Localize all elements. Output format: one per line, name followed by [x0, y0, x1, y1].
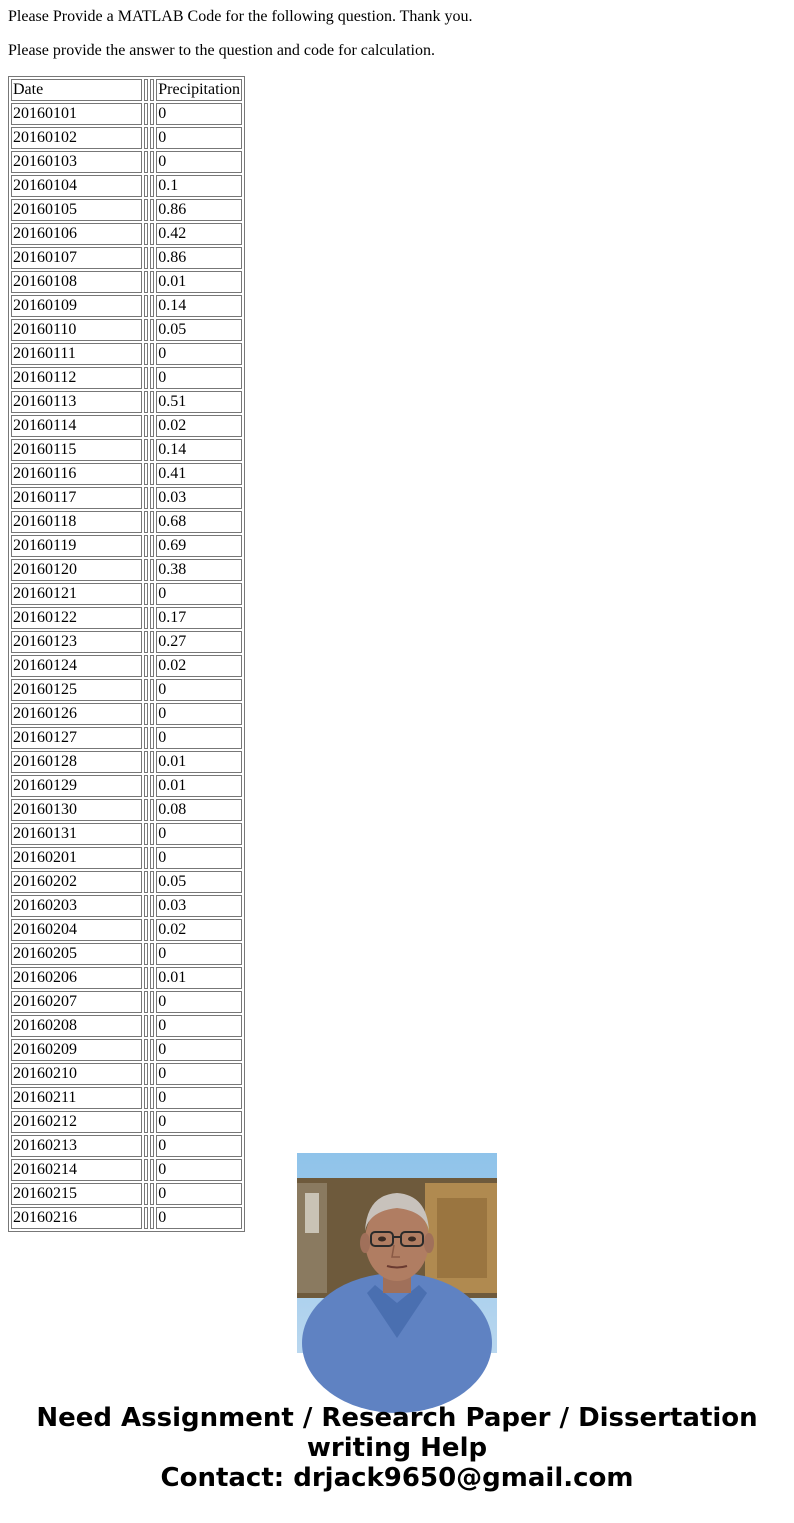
spacer-cell [144, 607, 148, 629]
spacer-cell [150, 919, 154, 941]
precipitation-cell: 0 [156, 1159, 242, 1181]
table-row [11, 559, 242, 581]
spacer-cell [144, 79, 148, 101]
precipitation-cell: 0.08 [156, 799, 242, 821]
date-cell: 20160109 [11, 295, 142, 317]
table-row [11, 415, 242, 437]
author-photo-image [297, 1153, 497, 1353]
spacer-cell [150, 343, 154, 365]
spacer-cell [144, 175, 148, 197]
precipitation-cell: 0.51 [156, 391, 242, 413]
spacer-cell [144, 943, 148, 965]
spacer-cell [150, 1039, 154, 1061]
spacer-cell [144, 895, 148, 917]
table-row [11, 103, 242, 125]
spacer-cell [150, 1087, 154, 1109]
spacer-cell [144, 271, 148, 293]
spacer-cell [150, 751, 154, 773]
spacer-cell [150, 1015, 154, 1037]
table-row [11, 727, 242, 749]
precipitation-cell: 0.01 [156, 751, 242, 773]
precipitation-cell: 0.03 [156, 895, 242, 917]
precipitation-cell: 0 [156, 343, 242, 365]
date-cell: 20160113 [11, 391, 142, 413]
spacer-cell [150, 175, 154, 197]
precipitation-cell: 0 [156, 1087, 242, 1109]
date-cell: 20160112 [11, 367, 142, 389]
table-row [11, 991, 242, 1013]
precipitation-cell: 0.38 [156, 559, 242, 581]
spacer-cell [150, 967, 154, 989]
precipitation-cell: 0.69 [156, 535, 242, 557]
precipitation-cell: 0 [156, 1015, 242, 1037]
spacer-cell [144, 967, 148, 989]
date-cell: 20160204 [11, 919, 142, 941]
table-row [11, 631, 242, 653]
spacer-cell [150, 247, 154, 269]
table-row [11, 583, 242, 605]
spacer-cell [150, 895, 154, 917]
spacer-cell [150, 415, 154, 437]
precipitation-cell: 0 [156, 1039, 242, 1061]
spacer-cell [144, 1087, 148, 1109]
spacer-cell [144, 775, 148, 797]
spacer-cell [150, 1063, 154, 1085]
table-row [11, 823, 242, 845]
date-cell: 20160202 [11, 871, 142, 893]
precipitation-cell: 0 [156, 367, 242, 389]
spacer-cell [150, 199, 154, 221]
spacer-cell [144, 415, 148, 437]
date-cell: 20160205 [11, 943, 142, 965]
spacer-cell [144, 679, 148, 701]
spacer-cell [144, 559, 148, 581]
date-cell: 20160102 [11, 127, 142, 149]
spacer-cell [144, 343, 148, 365]
date-cell: 20160213 [11, 1135, 142, 1157]
spacer-cell [144, 631, 148, 653]
author-photo [297, 1153, 497, 1353]
spacer-cell [150, 679, 154, 701]
spacer-cell [144, 463, 148, 485]
spacer-cell [144, 727, 148, 749]
spacer-cell [144, 391, 148, 413]
table-row [11, 871, 242, 893]
precipitation-cell: 0 [156, 847, 242, 869]
spacer-cell [144, 511, 148, 533]
table-row [11, 751, 242, 773]
spacer-cell [150, 367, 154, 389]
date-cell: 20160120 [11, 559, 142, 581]
precipitation-cell: 0.86 [156, 247, 242, 269]
precipitation-cell: 0.68 [156, 511, 242, 533]
spacer-cell [150, 943, 154, 965]
spacer-cell [144, 1207, 148, 1229]
date-cell: 20160203 [11, 895, 142, 917]
table-row [11, 775, 242, 797]
table-row [11, 1111, 242, 1133]
spacer-cell [150, 295, 154, 317]
precipitation-cell: 0 [156, 1207, 242, 1229]
date-cell: 20160214 [11, 1159, 142, 1181]
date-cell: 20160216 [11, 1207, 142, 1229]
spacer-cell [150, 223, 154, 245]
date-cell: 20160111 [11, 343, 142, 365]
table-row [11, 367, 242, 389]
spacer-cell [144, 487, 148, 509]
spacer-cell [150, 583, 154, 605]
spacer-cell [150, 487, 154, 509]
precipitation-cell: 0 [156, 1111, 242, 1133]
date-cell: 20160119 [11, 535, 142, 557]
table-row [11, 199, 242, 221]
spacer-cell [144, 655, 148, 677]
spacer-cell [150, 559, 154, 581]
table-row [11, 943, 242, 965]
spacer-cell [150, 991, 154, 1013]
table-row [11, 1039, 242, 1061]
spacer-cell [144, 991, 148, 1013]
spacer-cell [150, 127, 154, 149]
spacer-cell [144, 703, 148, 725]
precipitation-cell: 0 [156, 1183, 242, 1205]
table-row [11, 223, 242, 245]
date-cell: 20160215 [11, 1183, 142, 1205]
table-row [11, 703, 242, 725]
table-row [11, 919, 242, 941]
spacer-cell [144, 1063, 148, 1085]
precipitation-cell: 0 [156, 703, 242, 725]
precipitation-cell: 0.02 [156, 415, 242, 437]
spacer-cell [150, 151, 154, 173]
date-cell: 20160206 [11, 967, 142, 989]
spacer-cell [150, 103, 154, 125]
spacer-cell [150, 1111, 154, 1133]
spacer-cell [150, 1207, 154, 1229]
spacer-cell [150, 511, 154, 533]
precipitation-cell: 0.86 [156, 199, 242, 221]
precipitation-cell: 0.02 [156, 919, 242, 941]
table-row [11, 799, 242, 821]
spacer-cell [150, 1183, 154, 1205]
date-cell: 20160127 [11, 727, 142, 749]
spacer-cell [144, 319, 148, 341]
date-cell: 20160211 [11, 1087, 142, 1109]
precipitation-cell: 0.41 [156, 463, 242, 485]
request-text: Please provide the answer to the question and code for calculation. [8, 42, 435, 59]
header-precipitation: Precipitation [156, 79, 242, 101]
table-row [11, 1015, 242, 1037]
date-cell: 20160101 [11, 103, 142, 125]
date-cell: 20160116 [11, 463, 142, 485]
spacer-cell [144, 199, 148, 221]
date-cell: 20160126 [11, 703, 142, 725]
precipitation-cell: 0.02 [156, 655, 242, 677]
spacer-cell [150, 79, 154, 101]
banner-line-2: writing Help [306, 1433, 488, 1463]
spacer-cell [144, 919, 148, 941]
precipitation-cell: 0.14 [156, 439, 242, 461]
date-cell: 20160108 [11, 271, 142, 293]
precipitation-cell: 0 [156, 679, 242, 701]
table-row [11, 967, 242, 989]
date-cell: 20160210 [11, 1063, 142, 1085]
table-row [11, 655, 242, 677]
table-row [11, 1207, 242, 1229]
spacer-cell [150, 703, 154, 725]
precipitation-cell: 0 [156, 727, 242, 749]
date-cell: 20160107 [11, 247, 142, 269]
table-row [11, 487, 242, 509]
help-banner [0, 1403, 794, 1493]
table-header-row [11, 79, 242, 101]
spacer-cell [144, 535, 148, 557]
precipitation-cell: 0 [156, 151, 242, 173]
date-cell: 20160125 [11, 679, 142, 701]
precipitation-cell: 0 [156, 583, 242, 605]
spacer-cell [144, 295, 148, 317]
date-cell: 20160114 [11, 415, 142, 437]
spacer-cell [150, 655, 154, 677]
spacer-cell [144, 1039, 148, 1061]
table-row [11, 1159, 242, 1181]
precipitation-cell: 0 [156, 1063, 242, 1085]
table-row [11, 535, 242, 557]
banner-line-1: Need Assignment / Research Paper / Dissertation [36, 1403, 758, 1433]
table-row [11, 1087, 242, 1109]
date-cell: 20160208 [11, 1015, 142, 1037]
precipitation-cell: 0 [156, 1135, 242, 1157]
precipitation-table [8, 76, 245, 1232]
spacer-cell [144, 1159, 148, 1181]
date-cell: 20160209 [11, 1039, 142, 1061]
spacer-cell [150, 391, 154, 413]
spacer-cell [144, 583, 148, 605]
spacer-cell [150, 319, 154, 341]
date-cell: 20160129 [11, 775, 142, 797]
table-row [11, 295, 242, 317]
date-cell: 20160128 [11, 751, 142, 773]
date-cell: 20160105 [11, 199, 142, 221]
date-cell: 20160130 [11, 799, 142, 821]
precipitation-cell: 0.01 [156, 967, 242, 989]
date-cell: 20160104 [11, 175, 142, 197]
precipitation-cell: 0.1 [156, 175, 242, 197]
precipitation-cell: 0.05 [156, 871, 242, 893]
table-row [11, 847, 242, 869]
spacer-cell [144, 751, 148, 773]
date-cell: 20160115 [11, 439, 142, 461]
question-text: Please Provide a MATLAB Code for the following question. Thank you. [8, 8, 473, 25]
table-row [11, 127, 242, 149]
spacer-cell [144, 1015, 148, 1037]
table-row [11, 1063, 242, 1085]
spacer-cell [150, 463, 154, 485]
spacer-cell [144, 823, 148, 845]
spacer-cell [144, 1135, 148, 1157]
banner-contact: Contact: drjack9650@gmail.com [160, 1463, 634, 1493]
spacer-cell [150, 823, 154, 845]
spacer-cell [150, 439, 154, 461]
table-row [11, 895, 242, 917]
spacer-cell [144, 223, 148, 245]
spacer-cell [144, 247, 148, 269]
table-row [11, 1135, 242, 1157]
table-row [11, 343, 242, 365]
precipitation-cell: 0.03 [156, 487, 242, 509]
precipitation-cell: 0.01 [156, 271, 242, 293]
spacer-cell [150, 631, 154, 653]
spacer-cell [150, 271, 154, 293]
precipitation-table-container [8, 76, 245, 1226]
spacer-cell [144, 871, 148, 893]
spacer-cell [150, 847, 154, 869]
precipitation-cell: 0.05 [156, 319, 242, 341]
header-date: Date [11, 79, 142, 101]
spacer-cell [144, 799, 148, 821]
spacer-cell [150, 727, 154, 749]
spacer-cell [144, 127, 148, 149]
date-cell: 20160201 [11, 847, 142, 869]
table-row [11, 1183, 242, 1205]
spacer-cell [144, 439, 148, 461]
table-row [11, 511, 242, 533]
spacer-cell [150, 1135, 154, 1157]
precipitation-cell: 0.17 [156, 607, 242, 629]
spacer-cell [150, 535, 154, 557]
date-cell: 20160123 [11, 631, 142, 653]
spacer-cell [144, 151, 148, 173]
precipitation-cell: 0 [156, 991, 242, 1013]
precipitation-cell: 0.27 [156, 631, 242, 653]
precipitation-cell: 0.42 [156, 223, 242, 245]
table-row [11, 607, 242, 629]
table-row [11, 271, 242, 293]
date-cell: 20160124 [11, 655, 142, 677]
table-row [11, 391, 242, 413]
spacer-cell [144, 103, 148, 125]
precipitation-cell: 0 [156, 127, 242, 149]
spacer-cell [144, 367, 148, 389]
spacer-cell [150, 871, 154, 893]
table-row [11, 247, 242, 269]
table-row [11, 463, 242, 485]
spacer-cell [150, 799, 154, 821]
spacer-cell [144, 847, 148, 869]
precipitation-cell: 0 [156, 943, 242, 965]
precipitation-cell: 0.14 [156, 295, 242, 317]
spacer-cell [150, 607, 154, 629]
date-cell: 20160117 [11, 487, 142, 509]
table-row [11, 319, 242, 341]
table-row [11, 151, 242, 173]
table-row [11, 679, 242, 701]
precipitation-cell: 0.01 [156, 775, 242, 797]
date-cell: 20160110 [11, 319, 142, 341]
precipitation-cell: 0 [156, 103, 242, 125]
date-cell: 20160122 [11, 607, 142, 629]
table-row [11, 175, 242, 197]
date-cell: 20160121 [11, 583, 142, 605]
date-cell: 20160131 [11, 823, 142, 845]
spacer-cell [150, 775, 154, 797]
spacer-cell [150, 1159, 154, 1181]
spacer-cell [144, 1111, 148, 1133]
spacer-cell [144, 1183, 148, 1205]
date-cell: 20160103 [11, 151, 142, 173]
date-cell: 20160207 [11, 991, 142, 1013]
date-cell: 20160118 [11, 511, 142, 533]
date-cell: 20160212 [11, 1111, 142, 1133]
table-row [11, 439, 242, 461]
date-cell: 20160106 [11, 223, 142, 245]
precipitation-cell: 0 [156, 823, 242, 845]
